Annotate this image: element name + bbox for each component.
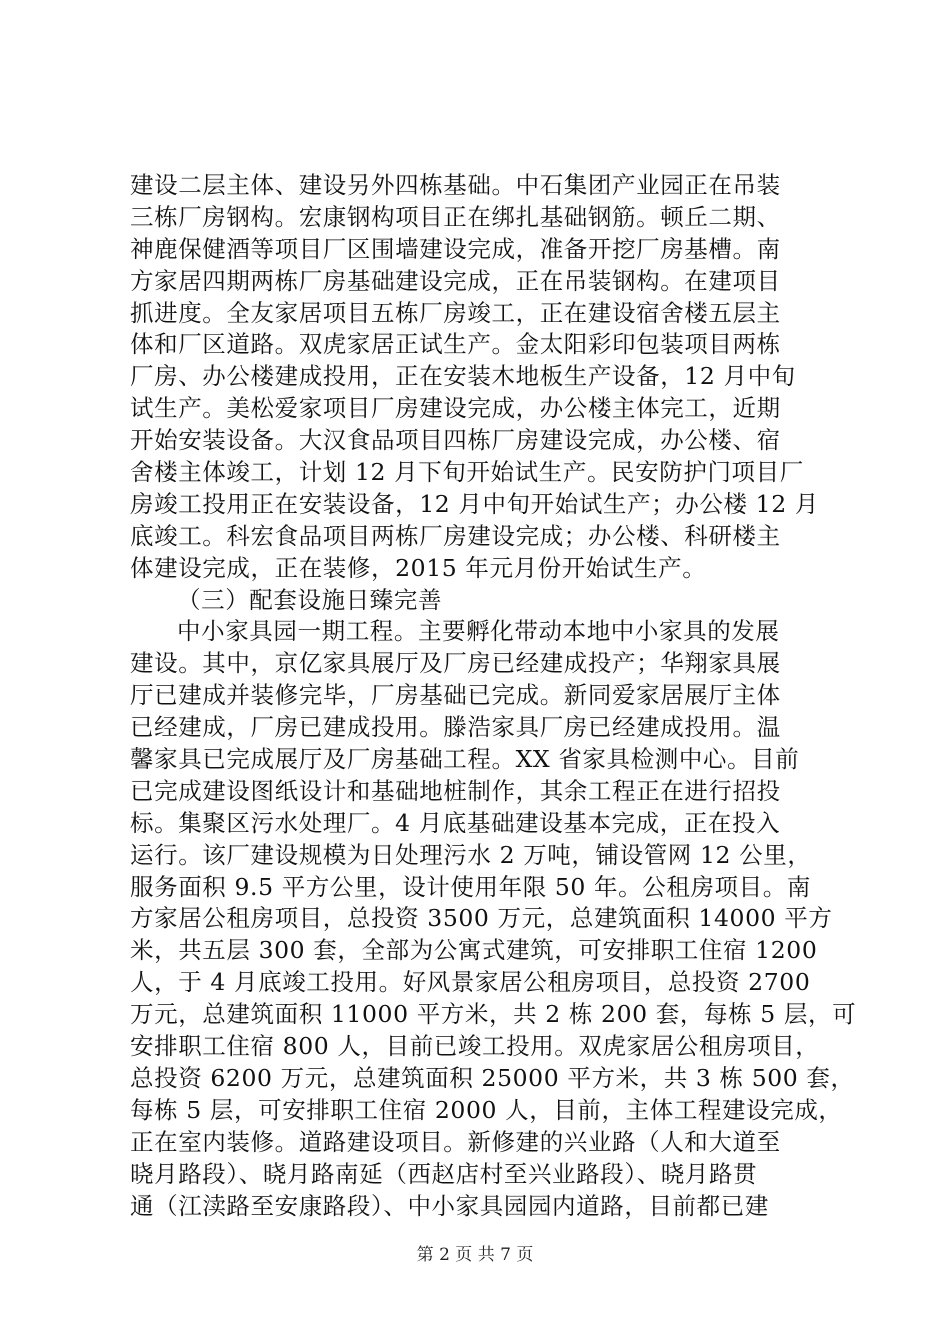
text-line: 抓进度。全友家居项目五栋厂房竣工，正在建设宿舍楼五层主: [130, 298, 781, 327]
text-line: 方家居四期两栋厂房基础建设完成，正在吊装钢构。在建项目: [130, 266, 781, 295]
text-line: 底竣工。科宏食品项目两栋厂房建设完成；办公楼、科研楼主: [130, 521, 781, 550]
text-line: 建设二层主体、建设另外四栋基础。中石集团产业园正在吊装: [130, 171, 781, 199]
text-line: 已经建成，厂房已建成投用。滕浩家具厂房已经建成投用。温: [130, 713, 781, 742]
text-line: 安排职工住宿 800 人，目前已竣工投用。双虎家居公租房项目，: [130, 1032, 820, 1061]
text-line: 厂房、办公楼建成投用，正在安装木地板生产设备，12 月中旬: [130, 362, 796, 391]
text-line: 人，于 4 月底竣工投用。好风景家居公租房项目，总投资 2700: [130, 968, 811, 997]
text-line: 已完成建设图纸设计和基础地桩制作，其余工程正在进行招投: [130, 776, 781, 805]
text-line: 通（江渎路至安康路段）、中小家具园园内道路，目前都已建: [130, 1191, 769, 1220]
text-line: 正在室内装修。道路建设项目。新修建的兴业路（人和大道至: [130, 1127, 781, 1156]
text-line: 房竣工投用正在安装设备，12 月中旬开始试生产；办公楼 12 月: [130, 489, 819, 518]
text-line: 三栋厂房钢构。宏康钢构项目正在绑扎基础钢筋。顿丘二期、: [130, 202, 781, 231]
text-line: 每栋 5 层，可安排职工住宿 2000 人，目前，主体工程建设完成，: [130, 1095, 843, 1124]
text-line: 建设。其中，京亿家具展厅及厂房已经建成投产；华翔家具展: [130, 649, 781, 678]
text-line: 馨家具已完成展厅及厂房基础工程。XX 省家具检测中心。目前: [130, 745, 800, 774]
text-line: 服务面积 9.5 平方公里，设计使用年限 50 年。公租房项目。南: [130, 872, 811, 901]
section-heading: （三）配套设施日臻完善: [177, 585, 443, 614]
text-line: 万元，总建筑面积 11000 平方米，共 2 栋 200 套，每栋 5 层，可: [130, 1000, 857, 1029]
text-line: 方家居公租房项目，总投资 3500 万元，总建筑面积 14000 平方: [130, 904, 833, 933]
text-line: 中小家具园一期工程。主要孵化带动本地中小家具的发展: [177, 617, 780, 646]
text-line: 运行。该厂建设规模为日处理污水 2 万吨，铺设管网 12 公里，: [130, 840, 812, 869]
text-line: 体和厂区道路。双虎家居正试生产。金太阳彩印包装项目两栋: [130, 330, 781, 359]
text-line: 厅已建成并装修完毕，厂房基础已完成。新同爱家居展厅主体: [130, 681, 781, 710]
text-line: 开始安装设备。大汉食品项目四栋厂房建设完成，办公楼、宿: [130, 426, 781, 455]
text-line: 神鹿保健酒等项目厂区围墙建设完成，准备开挖厂房基槽。南: [130, 234, 781, 263]
text-line: 体建设完成，正在装修，2015 年元月份开始试生产。: [130, 553, 707, 582]
page-footer: 第 2 页 共 7 页: [416, 1245, 534, 1265]
text-line: 试生产。美松爱家项目厂房建设完成，办公楼主体完工，近期: [130, 394, 781, 423]
text-line: 米，共五层 300 套，全部为公寓式建筑，可安排职工住宿 1200: [130, 936, 818, 965]
text-line: 舍楼主体竣工，计划 12 月下旬开始试生产。民安防护门项目厂: [130, 458, 804, 487]
text-line: 晓月路段）、晓月路南延（西赵店村至兴业路段）、晓月路贯: [130, 1159, 758, 1188]
text-line: 标。集聚区污水处理厂。4 月底基础建设基本完成，正在投入: [130, 808, 781, 837]
text-line: 总投资 6200 万元，总建筑面积 25000 平方米，共 3 栋 500 套，: [130, 1063, 855, 1092]
body-text: [130, 170, 857, 1222]
